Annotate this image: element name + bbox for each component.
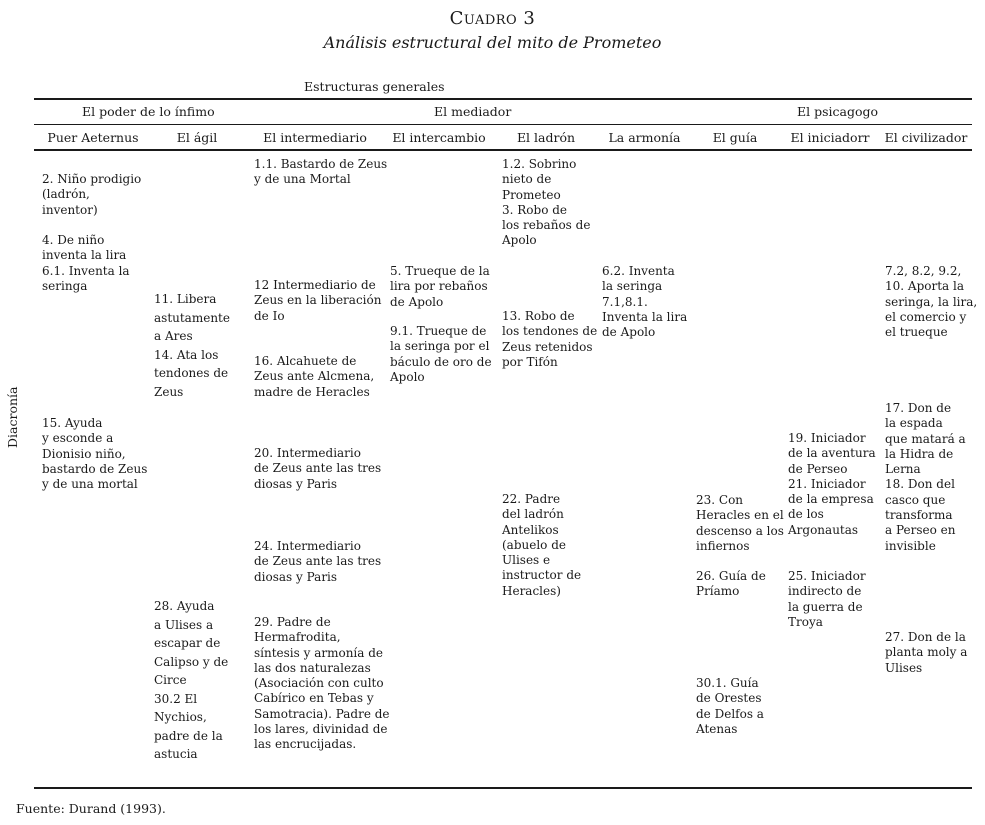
table-cell: 20. Intermediario de Zeus ante las tres diosas y Paris [254,446,382,491]
table-cell: 27. Don de la planta moly a Ulises [885,630,968,675]
table-cell: 11. Libera astutamente a Ares 14. Ata los tendones de Zeus [154,292,230,399]
col-header-iniciador: El iniciadorr [790,130,870,145]
col-header-civilizador: El civilizador [884,130,968,145]
group-poder-infimo: El poder de lo ínfimo [82,104,215,119]
col-header-ladron: El ladrón [516,130,576,145]
table-cell: 29. Padre de Hermafrodita, síntesis y armonía de las dos naturalezas (Asociación con culto Cabírico en Tebas y Samotracia). Padre de los lares, divinidad de las encrucijadas. [254,615,390,752]
table-cell: 1.2. Sobrino nieto de Prometeo 3. Robo de los rebaños de Apolo [502,157,591,248]
estructuras-generales-label: Estructuras generales [304,79,445,94]
table-cell: 2. Niño prodigio (ladrón, inventor) [42,172,142,217]
table-cell: 16. Alcahuete de Zeus ante Alcmena, madre de Heracles [254,354,375,399]
table-cell: 19. Iniciador de la aventura de Perseo 21. Iniciador de la empresa de los Argonautas [788,431,876,537]
top-rule [34,98,972,100]
table-cell: 24. Intermediario de Zeus ante las tres diosas y Paris [254,539,382,584]
header-rule [34,149,972,151]
table-cell: 12 Intermediario de Zeus en la liberación de Io [254,278,382,323]
col-header-puer-aeternus: Puer Aeternus [47,130,139,145]
table-cell: 25. Iniciador indirecto de la guerra de Troya [788,569,866,629]
group-mediador: El mediador [434,104,512,119]
side-label-diacronia: Diacronía [5,386,20,448]
table-cell: 22. Padre del ladrón Antelikos (abuelo de Ulises e instructor de Heracles) [502,492,582,598]
col-header-agil: El ágil [176,130,218,145]
table-cell: 4. De niño inventa la lira 6.1. Inventa la seringa [42,233,130,293]
bottom-rule [34,787,972,789]
table-cell: 28. Ayuda a Ulises a escapar de Calipso y de Circe 30.2 El Nychios, padre de la astucia [154,599,229,761]
col-header-armonia: La armonía [608,130,681,145]
table-cell: 26. Guía de Príamo [696,569,766,599]
col-header-intercambio: El intercambio [392,130,486,145]
col-header-guia: El guía [712,130,758,145]
table-cell: 17. Don de la espada que matará a la Hidra de Lerna 18. Don del casco que transforma a Perseo en invisible [885,401,966,553]
table-cell: 23. Con Heracles en el descenso a los infiernos [696,493,784,553]
group-rule [34,124,972,125]
source-note: Fuente: Durand (1993). [16,801,166,816]
table-subtitle: Análisis estructural del mito de Prometeo [323,33,662,52]
col-header-intermediario: El intermediario [263,130,367,145]
table-cell: 7.2, 8.2, 9.2, 10. Aporta la seringa, la lira, el comercio y el trueque [885,264,978,340]
group-psicagogo: El psicagogo [797,104,879,119]
table-cell: 15. Ayuda y esconde a Dionisio niño, bastardo de Zeus y de una mortal [42,416,148,492]
table-cell: 13. Robo de los tendones de Zeus retenidos por Tifón [502,309,598,369]
table-cell: 9.1. Trueque de la seringa por el báculo de oro de Apolo [390,324,492,384]
table-cell: 30.1. Guía de Orestes de Delfos a Atenas [696,676,764,736]
table-cell: 6.2. Inventa la seringa 7.1,8.1. Inventa la lira de Apolo [602,264,688,340]
table-cell: 1.1. Bastardo de Zeus y de una Mortal [254,157,388,187]
table-title: Cuadro 3 [449,8,536,29]
table-cell: 5. Trueque de la lira por rebaños de Apolo [390,264,490,309]
